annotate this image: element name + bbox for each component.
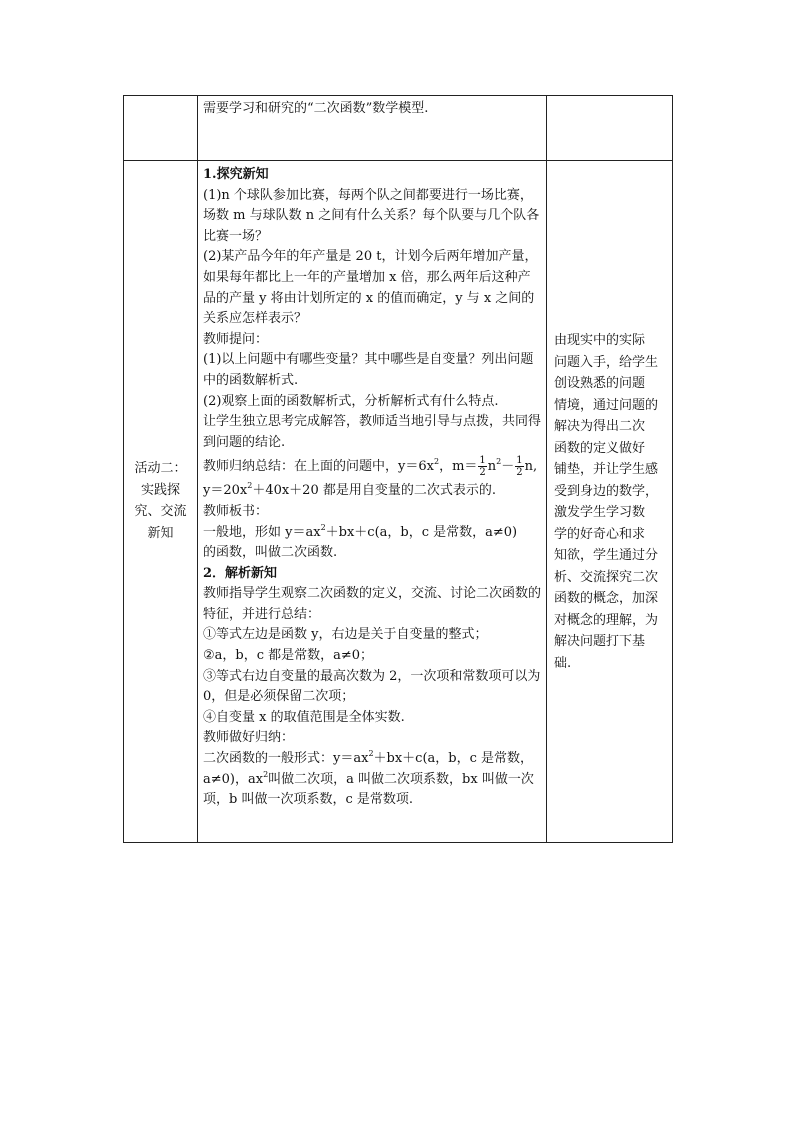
summary-eq1: y＝6x — [398, 459, 434, 475]
note-line: 解决问题打下基 — [554, 634, 646, 649]
question-2: (2)某产品今年的年产量是 20 t，计划今后两年增加产量，如果每年都比上一年的产量增加 x 倍，那么两年后这种产品的产量 y 将由计划所定的 x 的值而确定，y 与 x 之间的关系应怎样表示？ — [203, 249, 538, 327]
note-line: 学的好奇心和求 — [554, 526, 646, 542]
point-2: ②a，b，c 都是常数，a≠0； — [203, 648, 374, 664]
board-heading: 教师板书： — [203, 503, 269, 519]
table-row — [124, 161, 673, 843]
summary-lead: 教师归纳总结：在上面的问题中， — [203, 459, 399, 475]
teacher-ask-heading: 教师提问： — [203, 331, 269, 347]
board-definition-end: 的函数，叫做二次函数. — [203, 545, 338, 561]
guide-text: 教师指导学生观察二次函数的定义，交流、讨论二次函数的特征，并进行总结： — [203, 586, 542, 622]
square-exponent: 2 — [433, 457, 440, 467]
point-3: ③等式右边自变量的最高次数为 2，一次项和常数项可以为 0，但是必须保留二次项； — [203, 668, 541, 705]
design-intent-cell — [547, 161, 673, 843]
note-line: 受到身边的数学， — [554, 483, 659, 499]
note-line: 由现实中的实际 — [554, 333, 646, 348]
activity-label-line: 实践探 — [140, 482, 180, 498]
fraction-half: $\frac{1}{2}$ — [516, 455, 523, 479]
activity-label-cell — [124, 161, 198, 843]
note-line: 函数的定义做好 — [554, 440, 646, 456]
activity-label-line: 究、交流 — [134, 504, 187, 519]
note-line: 础. — [554, 655, 572, 671]
summary-line-2: $y=20x^2+40x+20$ 都是用自变量的二次式表示的. — [203, 481, 496, 499]
section1-title: 1.探究新知 — [203, 167, 269, 182]
point-4: ④自变量 x 的取值范围是全体实数. — [203, 709, 405, 725]
note-line: 创设熟悉的问题 — [554, 376, 646, 391]
note-line: 对概念的理解，为 — [554, 612, 659, 628]
note-line: 情境，通过问题的 — [554, 397, 659, 413]
conclude-heading: 教师做好归纳： — [203, 730, 295, 746]
row1-text: 需要学习和研究的“二次函数”数学模型. — [203, 101, 429, 116]
row1-content-cell — [198, 96, 547, 161]
general-form: 二次函数的一般形式：$y=ax^2+bx+c(a$，b，c 是常数，a≠0)，$ax^2$叫做二次项，a 叫做二次项系数，bx 叫做一次项，b 叫做一次项系数，c 是常数项. — [203, 749, 534, 808]
note-line: 铺垫，并让学生感 — [554, 462, 659, 477]
activity-label-line: 新知 — [147, 525, 174, 541]
activity-content — [198, 161, 546, 811]
activity-label-line: 活动二： — [134, 461, 187, 476]
activity-content-cell — [198, 161, 547, 843]
summary-eq2: m＝ — [452, 459, 478, 475]
row1-note-cell — [547, 96, 673, 161]
activity-label — [124, 458, 197, 544]
section2-title: 2．解析新知 — [203, 565, 278, 581]
point-1: ①等式左边是函数 y，右边是关于自变量的整式； — [203, 627, 488, 643]
fraction-half: $\frac{1}{2}$ — [479, 455, 486, 479]
ask-2: (2)观察上面的函数解析式，分析解析式有什么特点. — [203, 393, 499, 409]
question-1: (1)n 个球队参加比赛，每两个队之间都要进行一场比赛，场数 m 与球队数 n 之间有什么关系？每个队要与几个队各比赛一场？ — [203, 187, 540, 244]
students-instruction: 让学生独立思考完成解答，教师适当地引导与点拨，共同得到问题的结论. — [203, 414, 542, 450]
note-line: 问题入手，给学生 — [554, 354, 659, 370]
table-row — [124, 96, 673, 161]
note-line: 函数的概念，加深 — [554, 591, 659, 606]
lesson-plan-table — [123, 95, 673, 843]
row1-label-cell — [124, 96, 198, 161]
design-intent-note — [547, 330, 672, 674]
note-line: 解决为得出二次 — [554, 419, 646, 434]
note-line: 知欲，学生通过分 — [554, 548, 659, 563]
ask-1: (1)以上问题中有哪些变量？其中哪些是自变量？列出问题中的函数解析式. — [203, 352, 534, 388]
note-line: 激发学生学习数 — [554, 505, 646, 520]
note-line: 析、交流探究二次 — [554, 569, 659, 585]
summary-line-1: 教师归纳总结：在上面的问题中，$y=6x^2$，m＝ $\frac{1}{2}$ $n^2-$ $\frac{1}{2}$ n, — [203, 455, 538, 479]
board-definition: 一般地，形如 $y=ax^2+bx+c(a$，b，c 是常数，a≠0) — [203, 522, 518, 540]
